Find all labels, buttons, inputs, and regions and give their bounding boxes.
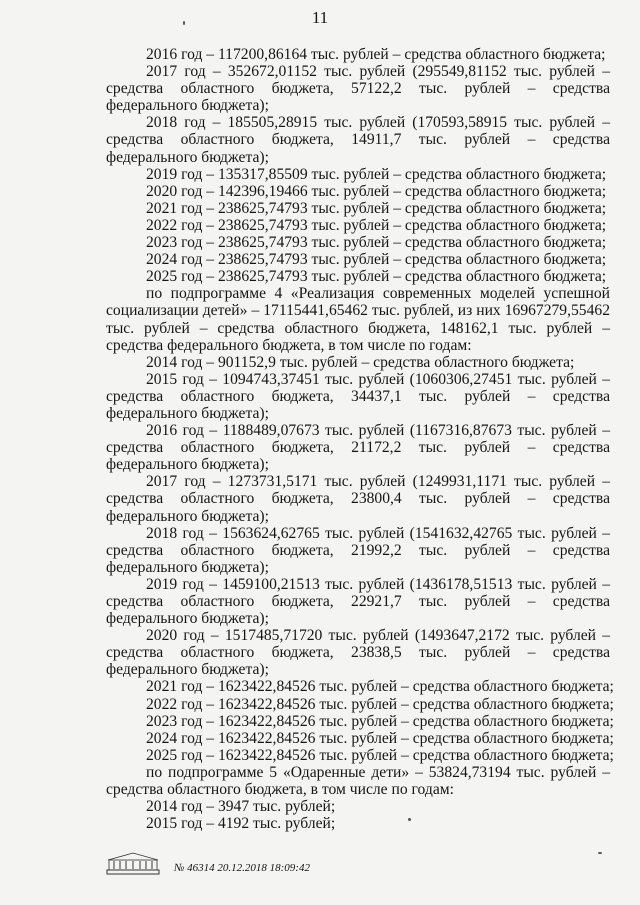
paragraph: 2014 год – 901152,9 тыс. рублей – средства областного бюджета;: [146, 353, 575, 371]
paragraph: 2016 год – 1188489,07673 тыс. рублей (1167316,87673 тыс. рублей – средства областного бюджета, 21172,2 тыс. рублей – средства федерального бюджета);: [106, 422, 610, 474]
building-stamp-icon: [106, 850, 160, 876]
paragraph: 2014 год – 3947 тыс. рублей;: [146, 798, 336, 816]
registration-footer: [106, 840, 326, 880]
paragraph: 2023 год – 1623422,84526 тыс. рублей – средства областного бюджета;: [146, 712, 614, 730]
paragraph: 2025 год – 238625,74793 тыс. рублей – средства областного бюджета;: [146, 268, 607, 286]
paragraph: по подпрограмме 4 «Реализация современных моделей успешной социализации детей» – 17115441,65462 тыс. рублей, из них 16967279,55462 тыс. рублей – средства областного бюджета, 148162,1 тыс. рублей – средства федерального бюджета, в том числе по годам:: [106, 285, 610, 354]
paragraph: 2018 год – 1563624,62765 тыс. рублей (1541632,42765 тыс. рублей – средства областного бюджета, 21992,2 тыс. рублей – средства федерального бюджета);: [106, 524, 610, 576]
page-number: 11: [311, 8, 329, 27]
paragraph: 2019 год – 135317,85509 тыс. рублей – средства областного бюджета;: [146, 165, 607, 183]
paragraph: 2020 год – 142396,19466 тыс. рублей – средства областного бюджета;: [146, 182, 607, 200]
paragraph: 2020 год – 1517485,71720 тыс. рублей (1493647,2172 тыс. рублей – средства областного бюджета, 23838,5 тыс. рублей – средства федерального бюджета);: [106, 627, 610, 679]
paragraph: 2019 год – 1459100,21513 тыс. рублей (1436178,51513 тыс. рублей – средства областного бюджета, 22921,7 тыс. рублей – средства федерального бюджета);: [106, 575, 610, 628]
paragraph: 2025 год – 1623422,84526 тыс. рублей – средства областного бюджета;: [146, 746, 614, 764]
document-body: [106, 46, 614, 833]
paragraph: 2015 год – 1094743,37451 тыс. рублей (1060306,27451 тыс. рублей – средства областного бюджета, 34437,1 тыс. рублей – средства федерального бюджета);: [106, 370, 610, 422]
paragraph: 2017 год – 352672,01152 тыс. рублей (295549,81152 тыс. рублей – средства областного бюджета, 57122,2 тыс. рублей – средства федерального бюджета);: [106, 63, 610, 115]
paragraph: 2024 год – 1623422,84526 тыс. рублей – средства областного бюджета;: [146, 729, 614, 747]
paragraph: 2022 год – 1623422,84526 тыс. рублей – средства областного бюджета;: [146, 695, 614, 713]
paragraph: 2021 год – 238625,74793 тыс. рублей – средства областного бюджета;: [146, 199, 607, 217]
paragraph: 2015 год – 4192 тыс. рублей;: [146, 815, 336, 833]
scan-speck: [183, 21, 185, 25]
paragraph: 2021 год – 1623422,84526 тыс. рублей – средства областного бюджета;: [146, 678, 614, 696]
paragraph: 2016 год – 117200,86164 тыс. рублей – средства областного бюджета;: [146, 46, 606, 63]
paragraph: 2022 год – 238625,74793 тыс. рублей – средства областного бюджета;: [146, 216, 607, 234]
scan-speck: [408, 818, 411, 821]
paragraph: по подпрограмме 5 «Одаренные дети» – 53824,73194 тыс. рублей – средства областного бюджета, в том числе по годам:: [106, 763, 610, 799]
paragraph: 2024 год – 238625,74793 тыс. рублей – средства областного бюджета;: [146, 251, 607, 269]
paragraph: 2018 год – 185505,28915 тыс. рублей (170593,58915 тыс. рублей – средства областного бюджета, 14911,7 тыс. рублей – средства федерального бюджета);: [106, 114, 610, 166]
paragraph: 2017 год – 1273731,5171 тыс. рублей (1249931,1171 тыс. рублей – средства областного бюджета, 23800,4 тыс. рублей – средства федерального бюджета);: [106, 473, 610, 525]
registration-stamp-text: № 46314 20.12.2018 18:09:42: [174, 862, 310, 874]
paragraph: 2023 год – 238625,74793 тыс. рублей – средства областного бюджета;: [146, 234, 607, 252]
scan-speck: [598, 852, 602, 854]
